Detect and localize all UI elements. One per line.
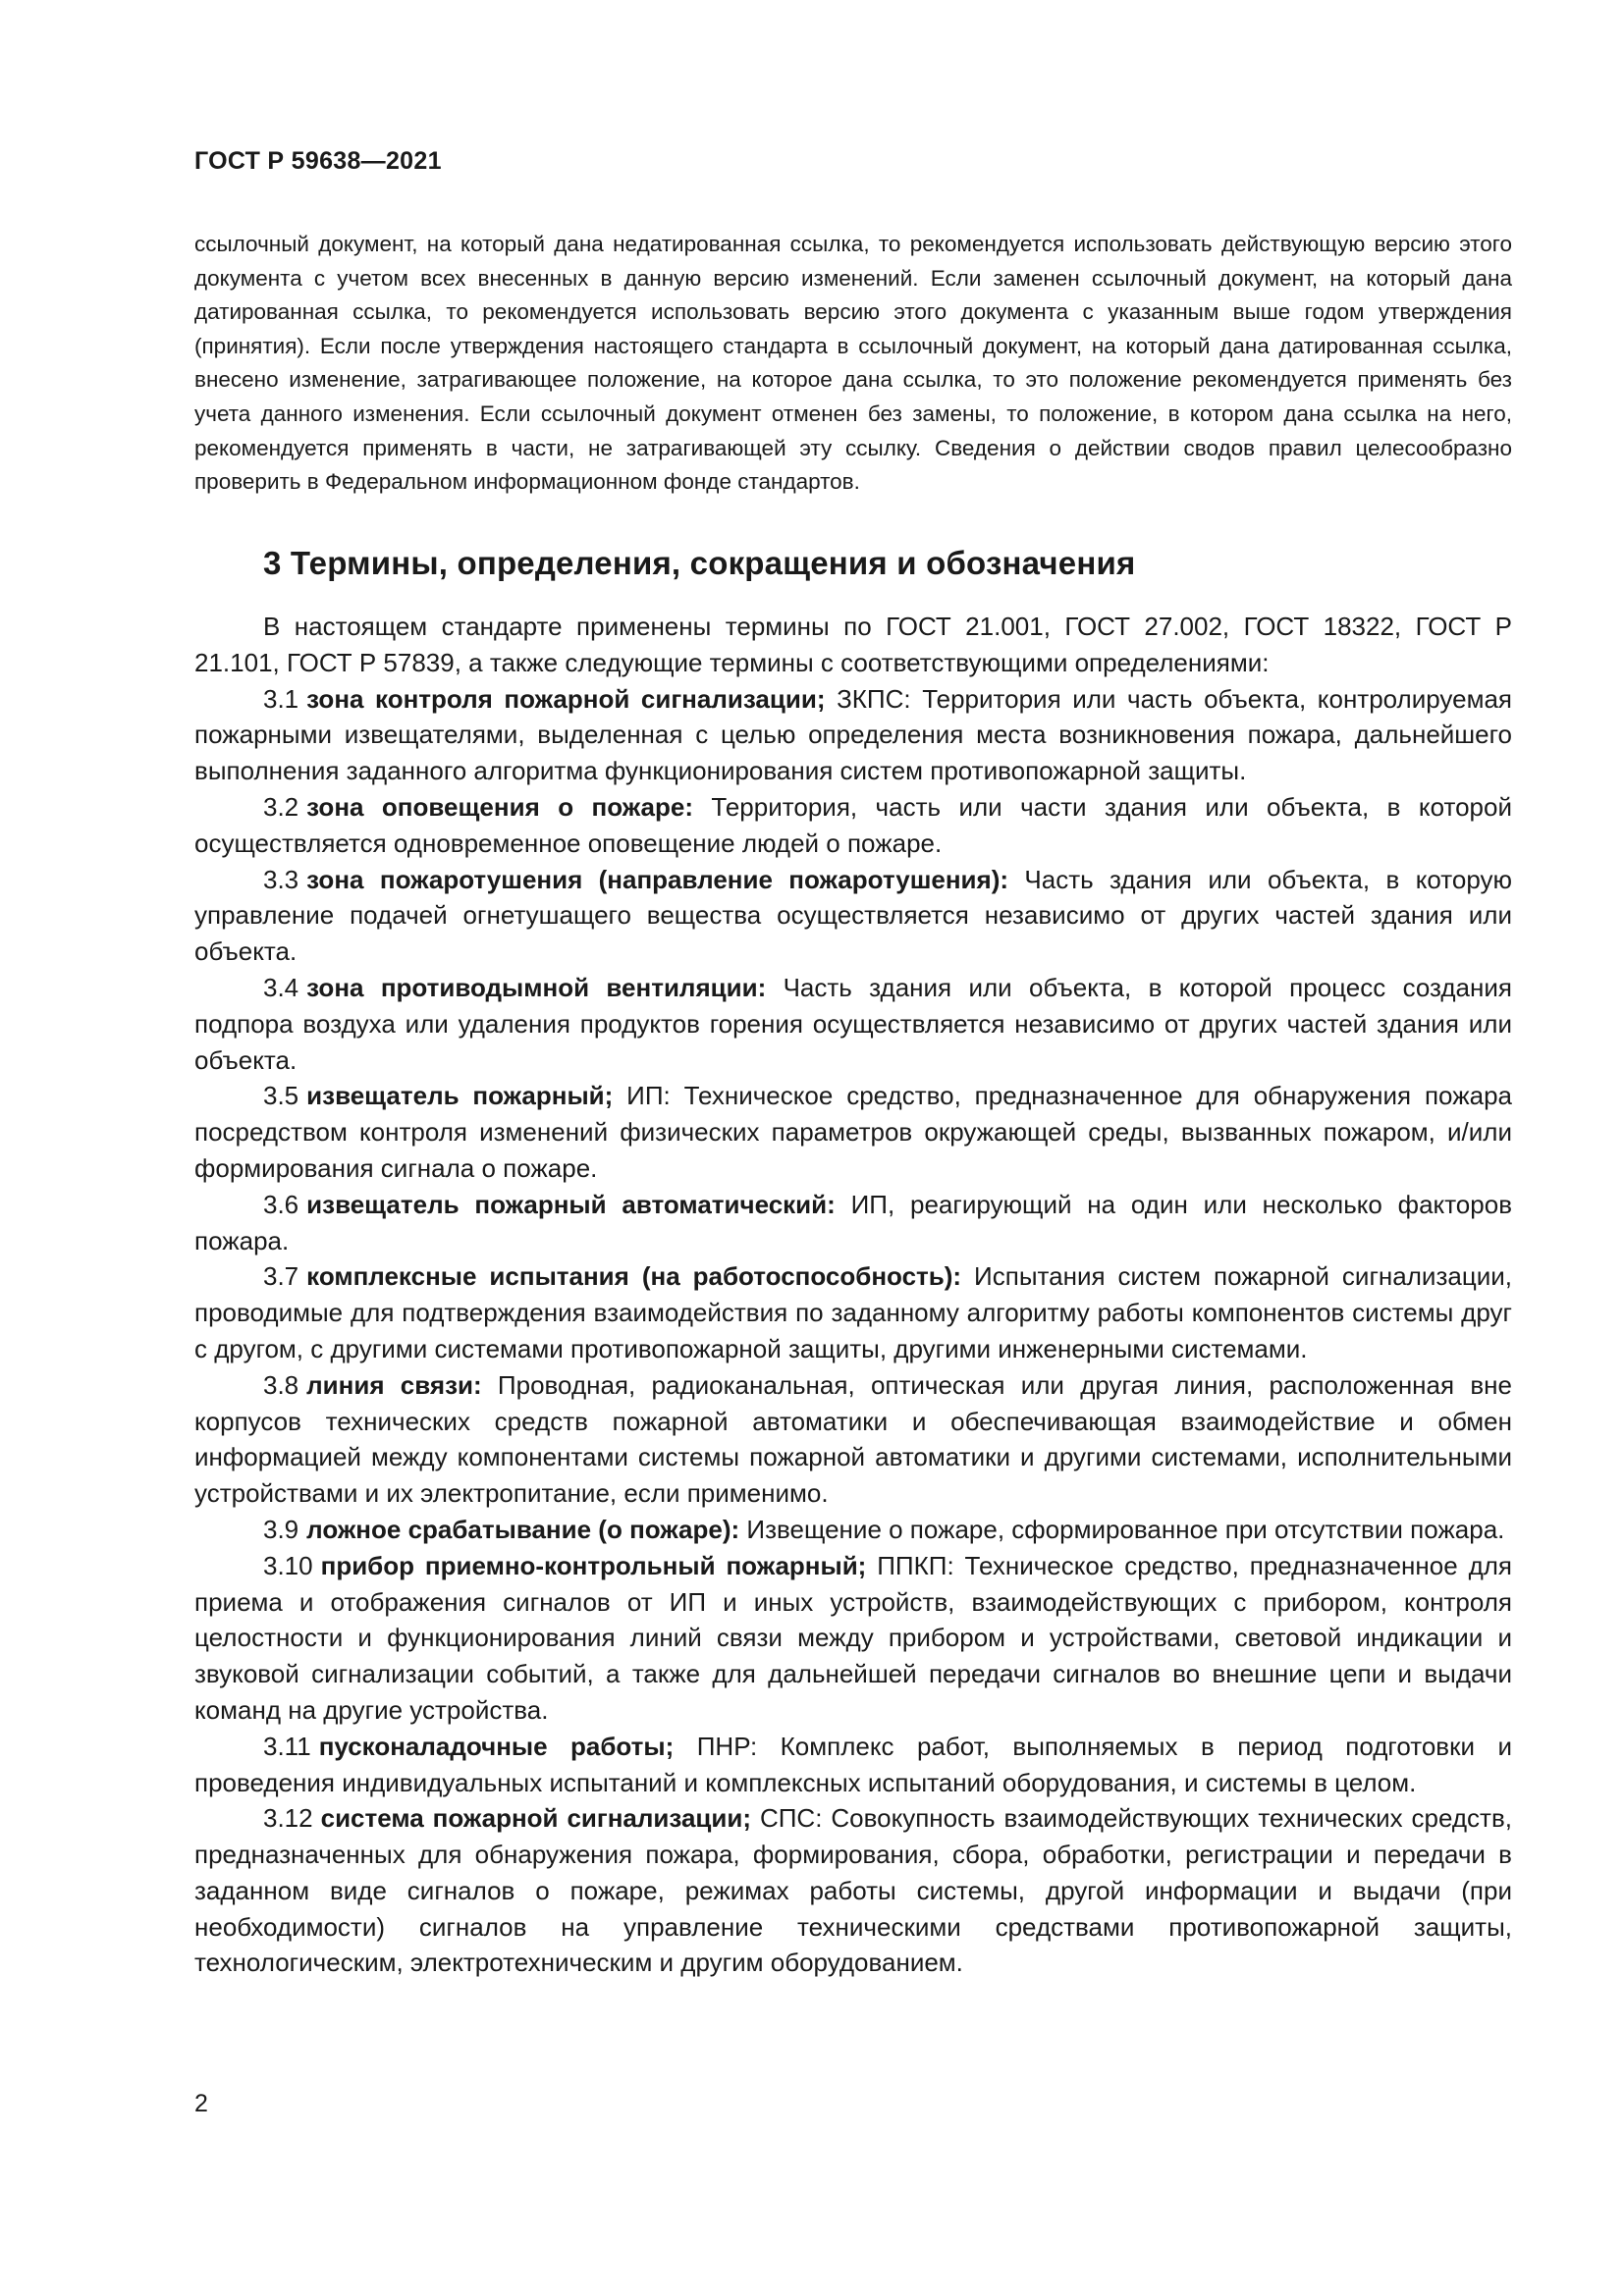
term-entry (194, 1367, 1512, 1512)
term-name: линия связи: (306, 1369, 482, 1400)
term-entry (194, 681, 1512, 789)
term-number: 3.4 (263, 972, 299, 1002)
term-name: зона оповещения о пожаре: (306, 791, 693, 822)
term-definition: ЗКПС: Территория или часть объекта, контролируемая пожарными извещателями, выделенная с целью определения места возникновения пожара, дальнейшего выполнения заданного алгоритма функционирования систем противопожарной защиты. (194, 683, 1512, 786)
term-entry (194, 862, 1512, 970)
term-definition: Часть здания или объекта, в которую управление подачей огнетушащего вещества осуществляется независимо от других частей здания или объекта. (194, 864, 1512, 967)
term-name: извещатель пожарный; (306, 1081, 614, 1111)
term-number: 3.9 (263, 1514, 299, 1544)
term-definition: ПНР: Комплекс работ, выполняемых в период подготовки и проведения индивидуальных испытаний и комплексных испытаний оборудования, и системы в целом. (194, 1731, 1512, 1797)
term-number: 3.1 (263, 683, 299, 714)
term-entry (194, 1548, 1512, 1729)
term-definition: Испытания систем пожарной сигнализации, проводимые для подтверждения взаимодействия по заданному алгоритму работы компонентов системы друг с другом, с другими системами противопожарной защиты, другими инженерными системами. (194, 1261, 1512, 1363)
term-name: система пожарной сигнализации; (320, 1803, 752, 1834)
term-name: зона контроля пожарной сигнализации; (306, 683, 826, 714)
term-name: комплексные испытания (на работоспособность): (306, 1261, 962, 1292)
term-definition: СПС: Совокупность взаимодействующих технических средств, предназначенных для обнаружения пожара, формирования, сбора, обработки, регистрации и передачи в заданном виде сигналов о пожаре, режимах работы системы, другой информации и выдачи (при необходимости) сигналов на управление техническими средствами противопожарной защиты, технологическим, электротехническим и другим оборудованием. (194, 1803, 1512, 1978)
term-entry (194, 1800, 1512, 1981)
term-number: 3.8 (263, 1369, 299, 1400)
term-entry (194, 1187, 1512, 1259)
term-number: 3.3 (263, 864, 299, 894)
term-number: 3.7 (263, 1261, 299, 1292)
term-entry (194, 1258, 1512, 1366)
term-number: 3.6 (263, 1189, 299, 1219)
term-entry (194, 1078, 1512, 1186)
term-name: зона противодымной вентиляции: (306, 972, 767, 1002)
term-entry (194, 970, 1512, 1078)
term-number: 3.5 (263, 1081, 299, 1111)
term-definition: Извещение о пожаре, сформированное при отсутствии пожара. (739, 1514, 1505, 1544)
term-number: 3.12 (263, 1803, 313, 1834)
term-definition: Проводная, радиоканальная, оптическая или другая линия, расположенная вне корпусов технических средств пожарной автоматики и обеспечивающая взаимодействие и обмен информацией между компонентами системы пожарной автоматики и другими системами, исполнительными устройствами и их электропитание, если применимо. (194, 1369, 1512, 1509)
term-number: 3.11 (263, 1731, 311, 1761)
document-id-header: ГОСТ Р 59638—2021 (194, 147, 442, 175)
section-lead: В настоящем стандарте применены термины по ГОСТ 21.001, ГОСТ 27.002, ГОСТ 18322, ГОСТ Р 21.101, ГОСТ Р 57839, а также следующие термины с соответствующими определениями: (194, 612, 1512, 677)
term-name: извещатель пожарный автоматический: (306, 1189, 836, 1219)
term-name: ложное срабатывание (о пожаре): (306, 1514, 740, 1544)
term-definition: Часть здания или объекта, в которой процесс создания подпора воздуха или удаления продуктов горения осуществляется независимо от других частей здания или объекта. (194, 972, 1512, 1075)
terms-list (194, 609, 1512, 1981)
term-name: зона пожаротушения (направление пожаротушения): (306, 864, 1009, 894)
term-number: 3.10 (263, 1550, 313, 1580)
section-title: 3 Термины, определения, сокращения и обозначения (263, 545, 1136, 581)
term-entry (194, 1512, 1512, 1548)
term-entry (194, 789, 1512, 862)
term-definition: Территория, часть или части здания или объекта, в которой осуществляется одновременное оповещение людей о пожаре. (194, 791, 1513, 858)
term-definition: ИП: Техническое средство, предназначенное для обнаружения пожара посредством контроля изменений физических параметров окружающей среды, вызванных пожаром, и/или формирования сигнала о пожаре. (194, 1081, 1512, 1183)
term-name: прибор приемно-контрольный пожарный; (320, 1550, 867, 1580)
page-number: 2 (194, 2090, 208, 2117)
term-definition: ППКП: Техническое средство, предназначенное для приема и отображения сигналов от ИП и иных устройств, взаимодействующих с прибором, контроля целостности и функционирования линий связи между прибором и устройствами, световой индикации и звуковой сигнализации событий, а также для дальнейшей передачи сигналов во внешние цепи и выдачи команд на другие устройства. (194, 1550, 1513, 1725)
term-name: пусконаладочные работы; (318, 1731, 675, 1761)
term-entry (194, 1729, 1512, 1801)
term-number: 3.2 (263, 791, 299, 822)
intro-paragraph: ссылочный документ, на который дана недатированная ссылка, то рекомендуется использовать действующую версию этого документа с учетом всех внесенных в данную версию изменений. Если заменен ссылочный документ, на который дана датированная ссылка, то рекомендуется использовать версию этого документа с указанным выше годом утверждения (принятия). Если после утверждения настоящего стандарта в ссылочный документ, на который дана датированная ссылка, внесено изменение, затрагивающее положение, на которое дана ссылка, то это положение рекомендуется применять без учета данного изменения. Если ссылочный документ отменен без замены, то положение, в котором дана ссылка на него, рекомендуется применять в части, не затрагивающей эту ссылку. Сведения о действии сводов правил целесообразно проверить в Федеральном информационном фонде стандартов. (194, 232, 1512, 495)
term-definition: ИП, реагирующий на один или несколько факторов пожара. (194, 1189, 1513, 1255)
